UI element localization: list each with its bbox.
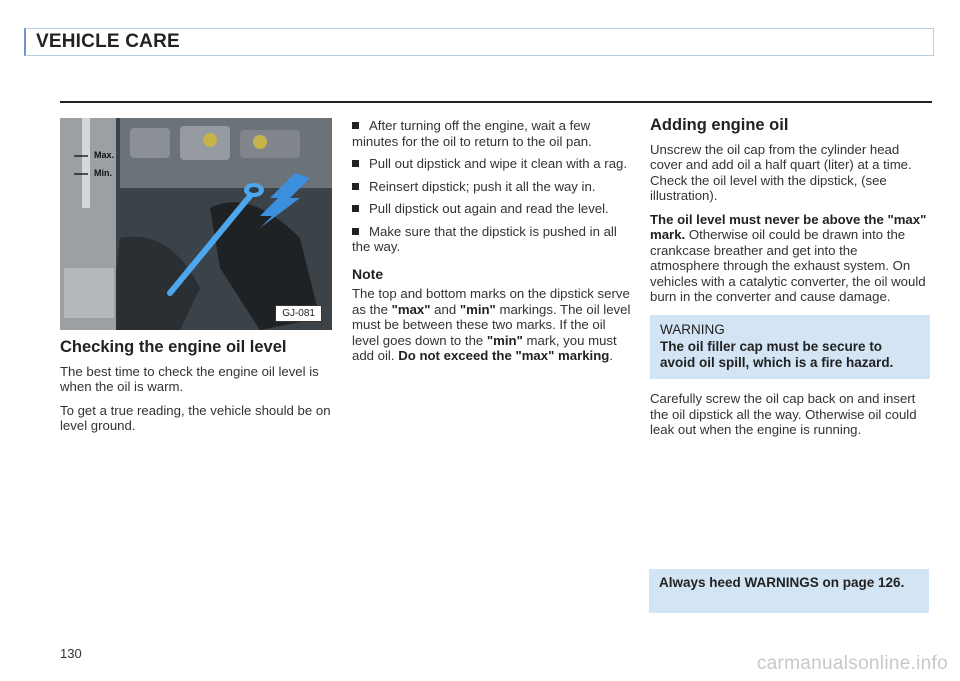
engine-photo xyxy=(60,118,332,330)
bullet-text: Pull dipstick out again and read the level. xyxy=(369,201,609,216)
divider-rule xyxy=(60,101,932,103)
list-item xyxy=(352,201,634,217)
note-paragraph: The top and bottom marks on the dipstick serve as the "max" and "min" markings. The oil level must be between these two marks. If the oil level goes down to the "min" mark, you must add oil. Do not exceed the "max" marking. xyxy=(352,286,631,363)
bullet-square-icon xyxy=(352,228,359,235)
warning-text: The oil filler cap must be secure to avoid oil spill, which is a fire hazard. xyxy=(660,339,894,370)
section-header xyxy=(24,28,934,56)
checking-heading: Checking the engine oil level xyxy=(60,338,287,356)
right-paragraph-2: The oil level must never be above the "max" mark. Otherwise oil could be drawn into the crankcase breather and get into the atmosphere through the exhaust system. On vehicles with a catalytic converter, the oil would burn in the converter and cause damage. xyxy=(650,211,927,304)
list-item xyxy=(352,118,634,149)
adding-heading: Adding engine oil xyxy=(650,116,789,134)
note-heading: Note xyxy=(352,265,384,282)
right-column xyxy=(650,118,930,446)
watermark: carmanualsonline.info xyxy=(756,653,948,674)
min-label: Min. xyxy=(94,168,112,178)
bullet-square-icon xyxy=(352,183,359,190)
heed-warnings-box: Always heed WARNINGS on page 126. xyxy=(649,569,929,613)
list-item xyxy=(352,224,634,255)
bullet-square-icon xyxy=(352,160,359,167)
left-column xyxy=(60,340,338,442)
left-paragraph-1: The best time to check the engine oil level is when the oil is warm. xyxy=(60,363,319,394)
right-paragraph-1: Unscrew the oil cap from the cylinder head cover and add oil a half quart (liter) at a time. Check the oil level with the dipstick, (see illustration). xyxy=(650,141,912,203)
warning-label: WARNING xyxy=(660,321,725,337)
list-item xyxy=(352,179,634,195)
bullet-square-icon xyxy=(352,205,359,212)
bullet-text: Reinsert dipstick; push it all the way in. xyxy=(369,178,596,194)
bullet-text: Pull out dipstick and wipe it clean with a rag. xyxy=(369,156,628,171)
list-item xyxy=(352,156,634,172)
right-paragraph-3: Carefully screw the oil cap back on and insert the oil dipstick all the way. Otherwise oil could leak out when the engine is running. xyxy=(650,391,917,437)
bullet-text: After turning off the engine, wait a few minutes for the oil to return to the oil pan. xyxy=(352,118,592,149)
figure-code: GJ-081 xyxy=(275,305,322,322)
page-number: 130 xyxy=(60,646,82,661)
bullet-square-icon xyxy=(352,122,359,129)
section-title: VEHICLE CARE xyxy=(36,31,180,52)
max-label: Max. xyxy=(94,150,115,160)
bullet-text: Make sure that the dipstick is pushed in all the way. xyxy=(352,223,617,254)
warning-box xyxy=(650,315,930,380)
left-paragraph-2: To get a true reading, the vehicle should be on level ground. xyxy=(60,402,331,433)
middle-column xyxy=(352,118,634,372)
